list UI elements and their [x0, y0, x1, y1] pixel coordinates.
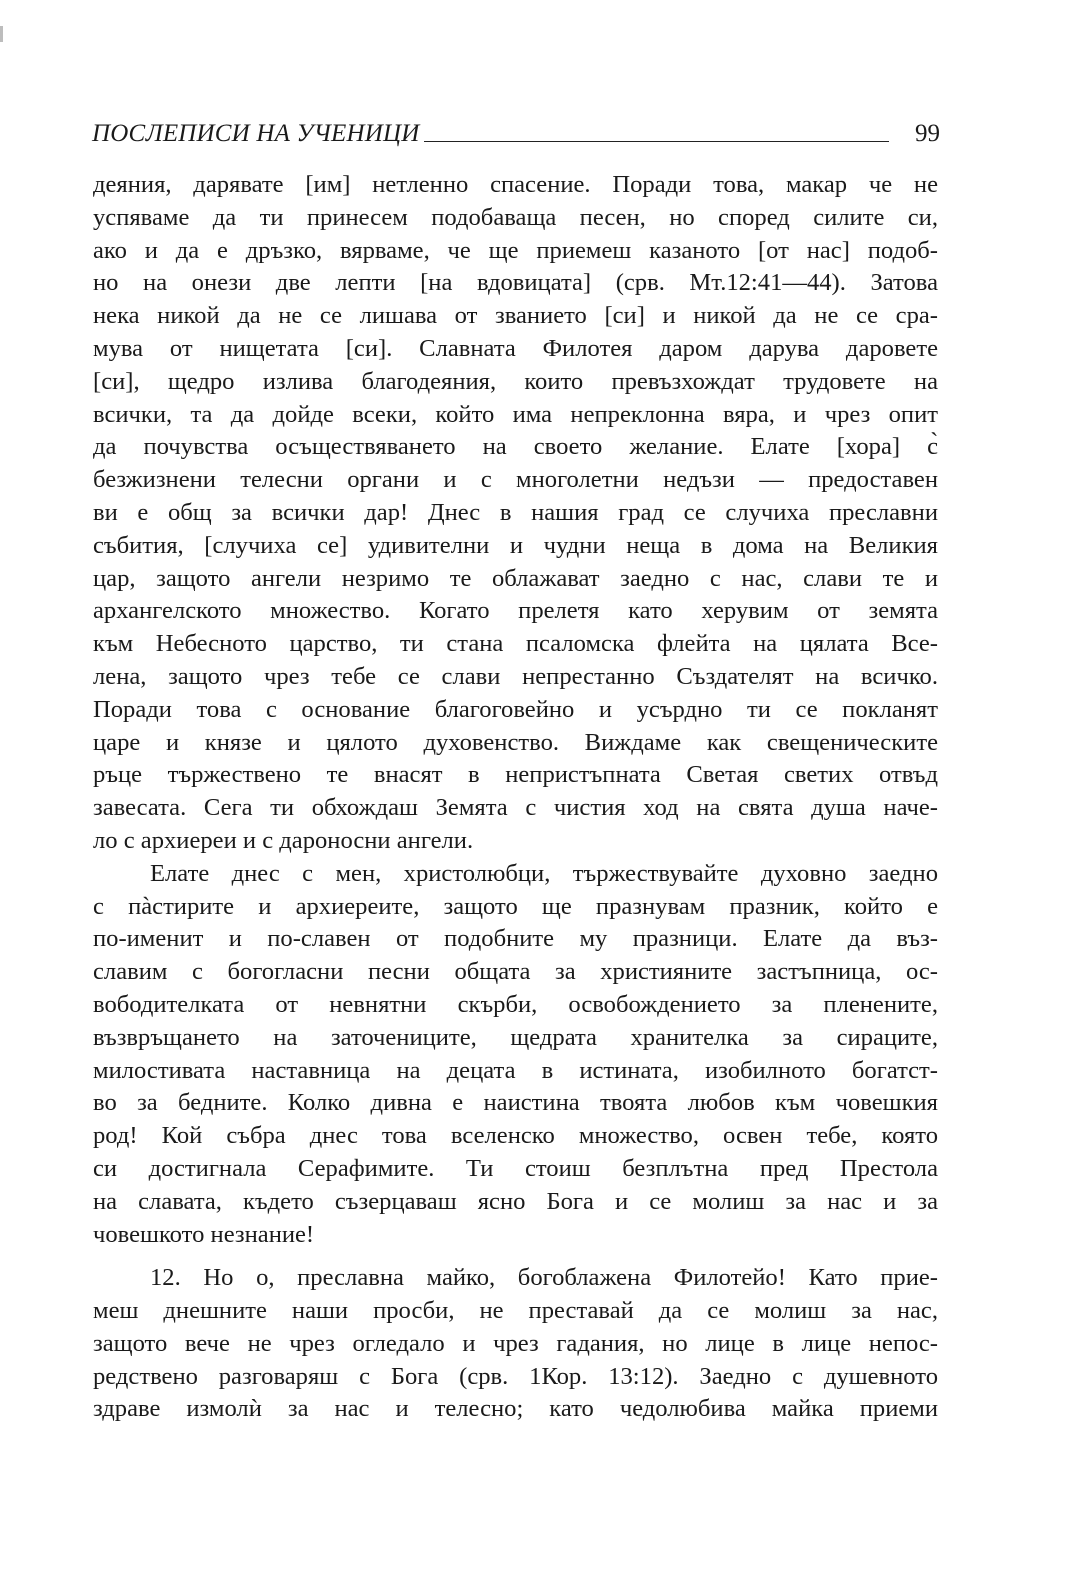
text-line: човешкото незнание!: [93, 1220, 315, 1248]
text-line: меш днешните наши просби, не преставай да се молиш за нас,: [93, 1297, 938, 1325]
text-line: успяваме да ти принесем подобаваща песен, но според силите си,: [93, 203, 938, 231]
text-line: нека никой да не се лишава от званието [си] и никой да не се сра-: [93, 302, 938, 330]
text-line: да почувства осъществяването на своето желание. Елате [хора] с̀: [93, 433, 938, 461]
text-line: во за бедните. Колко дивна е наистина твоята любов към човешкия: [93, 1089, 938, 1117]
text-line: славим с богогласни песни общата за християните застъпница, ос-: [93, 958, 938, 986]
text-line: [си], щедро излива благодеяния, които превъзхождат трудовете на: [93, 367, 938, 395]
text-line: си достигнала Серафимите. Ти стоиш безплътна пред Престола: [93, 1154, 938, 1182]
page-number: 99: [915, 120, 940, 147]
text-line: ви е общ за всички дар! Днес в нашия град се случиха преславни: [93, 498, 938, 526]
text-line: на славата, където съзерцаваш ясно Бога и се молиш за нас и за: [93, 1187, 938, 1215]
text-line: ло с архиереи и с дароносни ангели.: [93, 826, 474, 854]
text-line: цар, защото ангели незримо те облажават заедно с нас, слави те и: [93, 564, 938, 592]
running-header: [92, 112, 940, 146]
running-title: ПОСЛЕПИСИ НА УЧЕНИЦИ: [92, 120, 420, 147]
text-line: възвръщането на заточениците, щедрата хранителка за сираците,: [93, 1023, 938, 1051]
text-line: вободителката от невнятни скърби, освобождението за пленените,: [93, 990, 938, 1018]
paragraph-gap: [93, 1251, 938, 1262]
text-line: ръце тържествено те внасят в непристъпната Светая светих отвъд: [93, 761, 938, 789]
text-line: Елате днес с мен, христолюбци, тържествувайте духовно заедно: [150, 859, 938, 887]
text-line: архангелското множество. Когато прелетя като херувим от земята: [93, 597, 938, 625]
page-edge-mark: [0, 26, 3, 42]
text-line: безжизнени телесни органи и с многолетни недъзи — предоставен: [93, 466, 938, 494]
text-line: лена, защото чрез тебе се слави непрестанно Създателят на всичко.: [93, 662, 938, 690]
text-line: Поради това с основание благоговейно и усърдно ти се покланят: [93, 695, 938, 723]
header-rule: [424, 141, 890, 142]
text-line: но на онези две лепти [на вдовицата] (срв. Мт.12:41—44). Затова: [93, 269, 938, 297]
text-line: деяния, дарявате [им] нетленно спасение. Поради това, макар че не: [93, 171, 938, 198]
text-line: завесата. Сега ти обхождаш Земята с чистия ход на свята душа наче-: [93, 794, 938, 822]
paragraph: [93, 858, 938, 1252]
text-line: ако и да е дръзко, вярваме, че ще приемеш казаното [от нас] подоб-: [93, 236, 938, 264]
text-line: защото вече не чрез огледало и чрез гадания, но лице в лице непос-: [93, 1329, 938, 1357]
text-line: събития, [случиха се] удивителни и чудни неща в дома на Великия: [93, 531, 938, 559]
text-line: здраве измолѝ за нас и телесно; като чедолюбива майка приеми: [93, 1395, 938, 1423]
text-line: милостивата наставница на децата в истината, изобилното богатст-: [93, 1056, 938, 1084]
text-line: царе и князе и цялото духовенство. Виждаме как свещеническите: [93, 728, 938, 756]
paragraph: [93, 1262, 938, 1426]
text-line: към Небесното царство, ти стана псаломска флейта на цялата Все-: [93, 630, 938, 658]
text-line: мува от нищетата [си]. Славната Филотея даром дарува даровете: [93, 334, 938, 362]
paragraph: [93, 169, 938, 858]
text-line: всички, та да дойде всеки, който има непреклонна вяра, и чрез опит: [93, 400, 938, 428]
text-line: 12. Но о, преславна майко, богоблажена Филотейо! Като прие-: [150, 1264, 938, 1292]
text-line: род! Кой събра днес това вселенско множество, освен тебе, която: [93, 1122, 938, 1150]
text-line: редствено разговаряш с Бога (срв. 1Кор. 13:12). Заедно с душевното: [93, 1362, 938, 1390]
text-line: с пàстирите и архиереите, защото ще празнувам празник, който е: [93, 892, 938, 920]
body-text: [93, 169, 938, 1426]
text-line: по-именит и по-славен от подобните му празници. Елате да въз-: [93, 925, 938, 953]
